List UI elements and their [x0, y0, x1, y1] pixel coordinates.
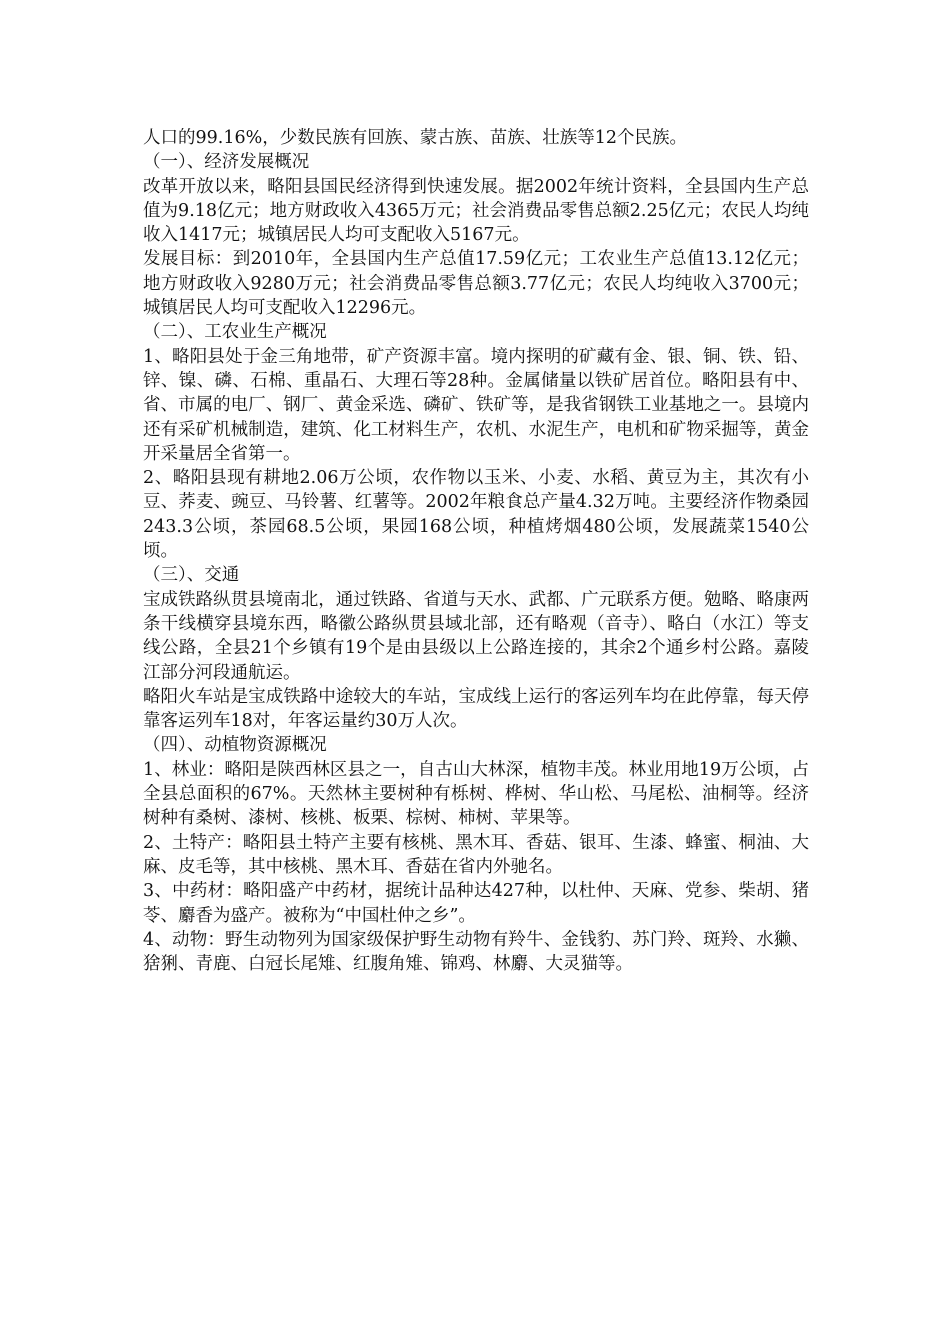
paragraph-economy-stats: 改革开放以来，略阳县国民经济得到快速发展。据2002年统计资料，全县国内生产总值为9.18亿元；地方财政收入4365万元；社会消费品零售总额2.25亿元；农民人均纯收入1417元；城镇居民人均可支配收入5167元。: [143, 176, 809, 246]
paragraph-wildlife: 4、动物：野生动物列为国家级保护野生动物有羚牛、金钱豹、苏门羚、斑羚、水獭、猞猁、青鹿、白冠长尾雉、红腹角雉、锦鸡、林麝、大灵猫等。: [143, 929, 809, 975]
heading-transport: （三）、交通: [143, 565, 240, 586]
heading-flora-fauna: （四）、动植物资源概况: [143, 735, 327, 756]
paragraph-population: 人口的99.16%，少数民族有回族、蒙古族、苗族、壮族等12个民族。: [143, 128, 687, 148]
paragraph-local-products: 2、土特产：略阳县土特产主要有核桃、黑木耳、香菇、银耳、生漆、蜂蜜、桐油、大麻、皮毛等，其中核桃、黑木耳、香菇在省内外驰名。: [143, 832, 809, 877]
heading-economy: （一）、经济发展概况: [143, 152, 310, 173]
paragraph-minerals-industry: 1、略阳县处于金三角地带，矿产资源丰富。境内探明的矿藏有金、银、铜、铁、铅、锌、镍、磷、石棉、重晶石、大理石等28种。金属储量以铁矿居首位。略阳县有中、省、市属的电厂、钢厂、黄金采选、磷矿、铁矿等，是我省钢铁工业基地之一。县境内还有采矿机械制造，建筑、化工材料生产，农机、水泥生产，电机和矿物采掘等，黄金开采量居全省第一。: [143, 346, 809, 464]
paragraph-roads-rail: 宝成铁路纵贯县境南北，通过铁路、省道与天水、武都、广元联系方便。勉略、略康两条干线横穿县境东西，略徽公路纵贯县域北部，还有略观（音寺）、略白（水江）等支线公路，全县21个乡镇有19个是由县级以上公路连接的，其余2个通乡村公路。嘉陵江部分河段通航运。: [143, 589, 809, 683]
heading-industry-agriculture: （二）、工农业生产概况: [143, 322, 327, 343]
paragraph-herbal-medicine: 3、中药材：略阳盛产中药材，据统计品种达427种，以杜仲、天麻、党参、柴胡、猪苓、麝香为盛产。被称为“中国杜仲之乡”。: [143, 881, 809, 926]
paragraph-forestry: 1、林业：略阳是陕西林区县之一，自古山大林深，植物丰茂。林业用地19万公顷，占全县总面积的67%。天然林主要树种有栎树、桦树、华山松、马尾松、油桐等。经济树种有桑树、漆树、核桃、板栗、棕树、柿树、苹果等。: [143, 759, 809, 829]
paragraph-farmland: 2、略阳县现有耕地2.06万公顷，农作物以玉米、小麦、水稻、黄豆为主，其次有小豆、荞麦、豌豆、马铃薯、红薯等。2002年粮食总产量4.32万吨。主要经济作物桑园243.3公顷，茶园68.5公顷，果园168公顷，种植烤烟480公顷，发展蔬菜1540公顷。: [143, 468, 809, 562]
paragraph-train-station: 略阳火车站是宝成铁路中途较大的车站，宝成线上运行的客运列车均在此停靠，每天停靠客运列车18对，年客运量约30万人次。: [143, 686, 809, 732]
paragraph-development-goals: 发展目标：到2010年，全县国内生产总值17.59亿元；工农业生产总值13.12亿元；地方财政收入9280万元；社会消费品零售总额3.77亿元；农民人均纯收入3700元；城镇居民人均可支配收入12296元。: [143, 249, 809, 319]
document-page: [143, 126, 809, 976]
